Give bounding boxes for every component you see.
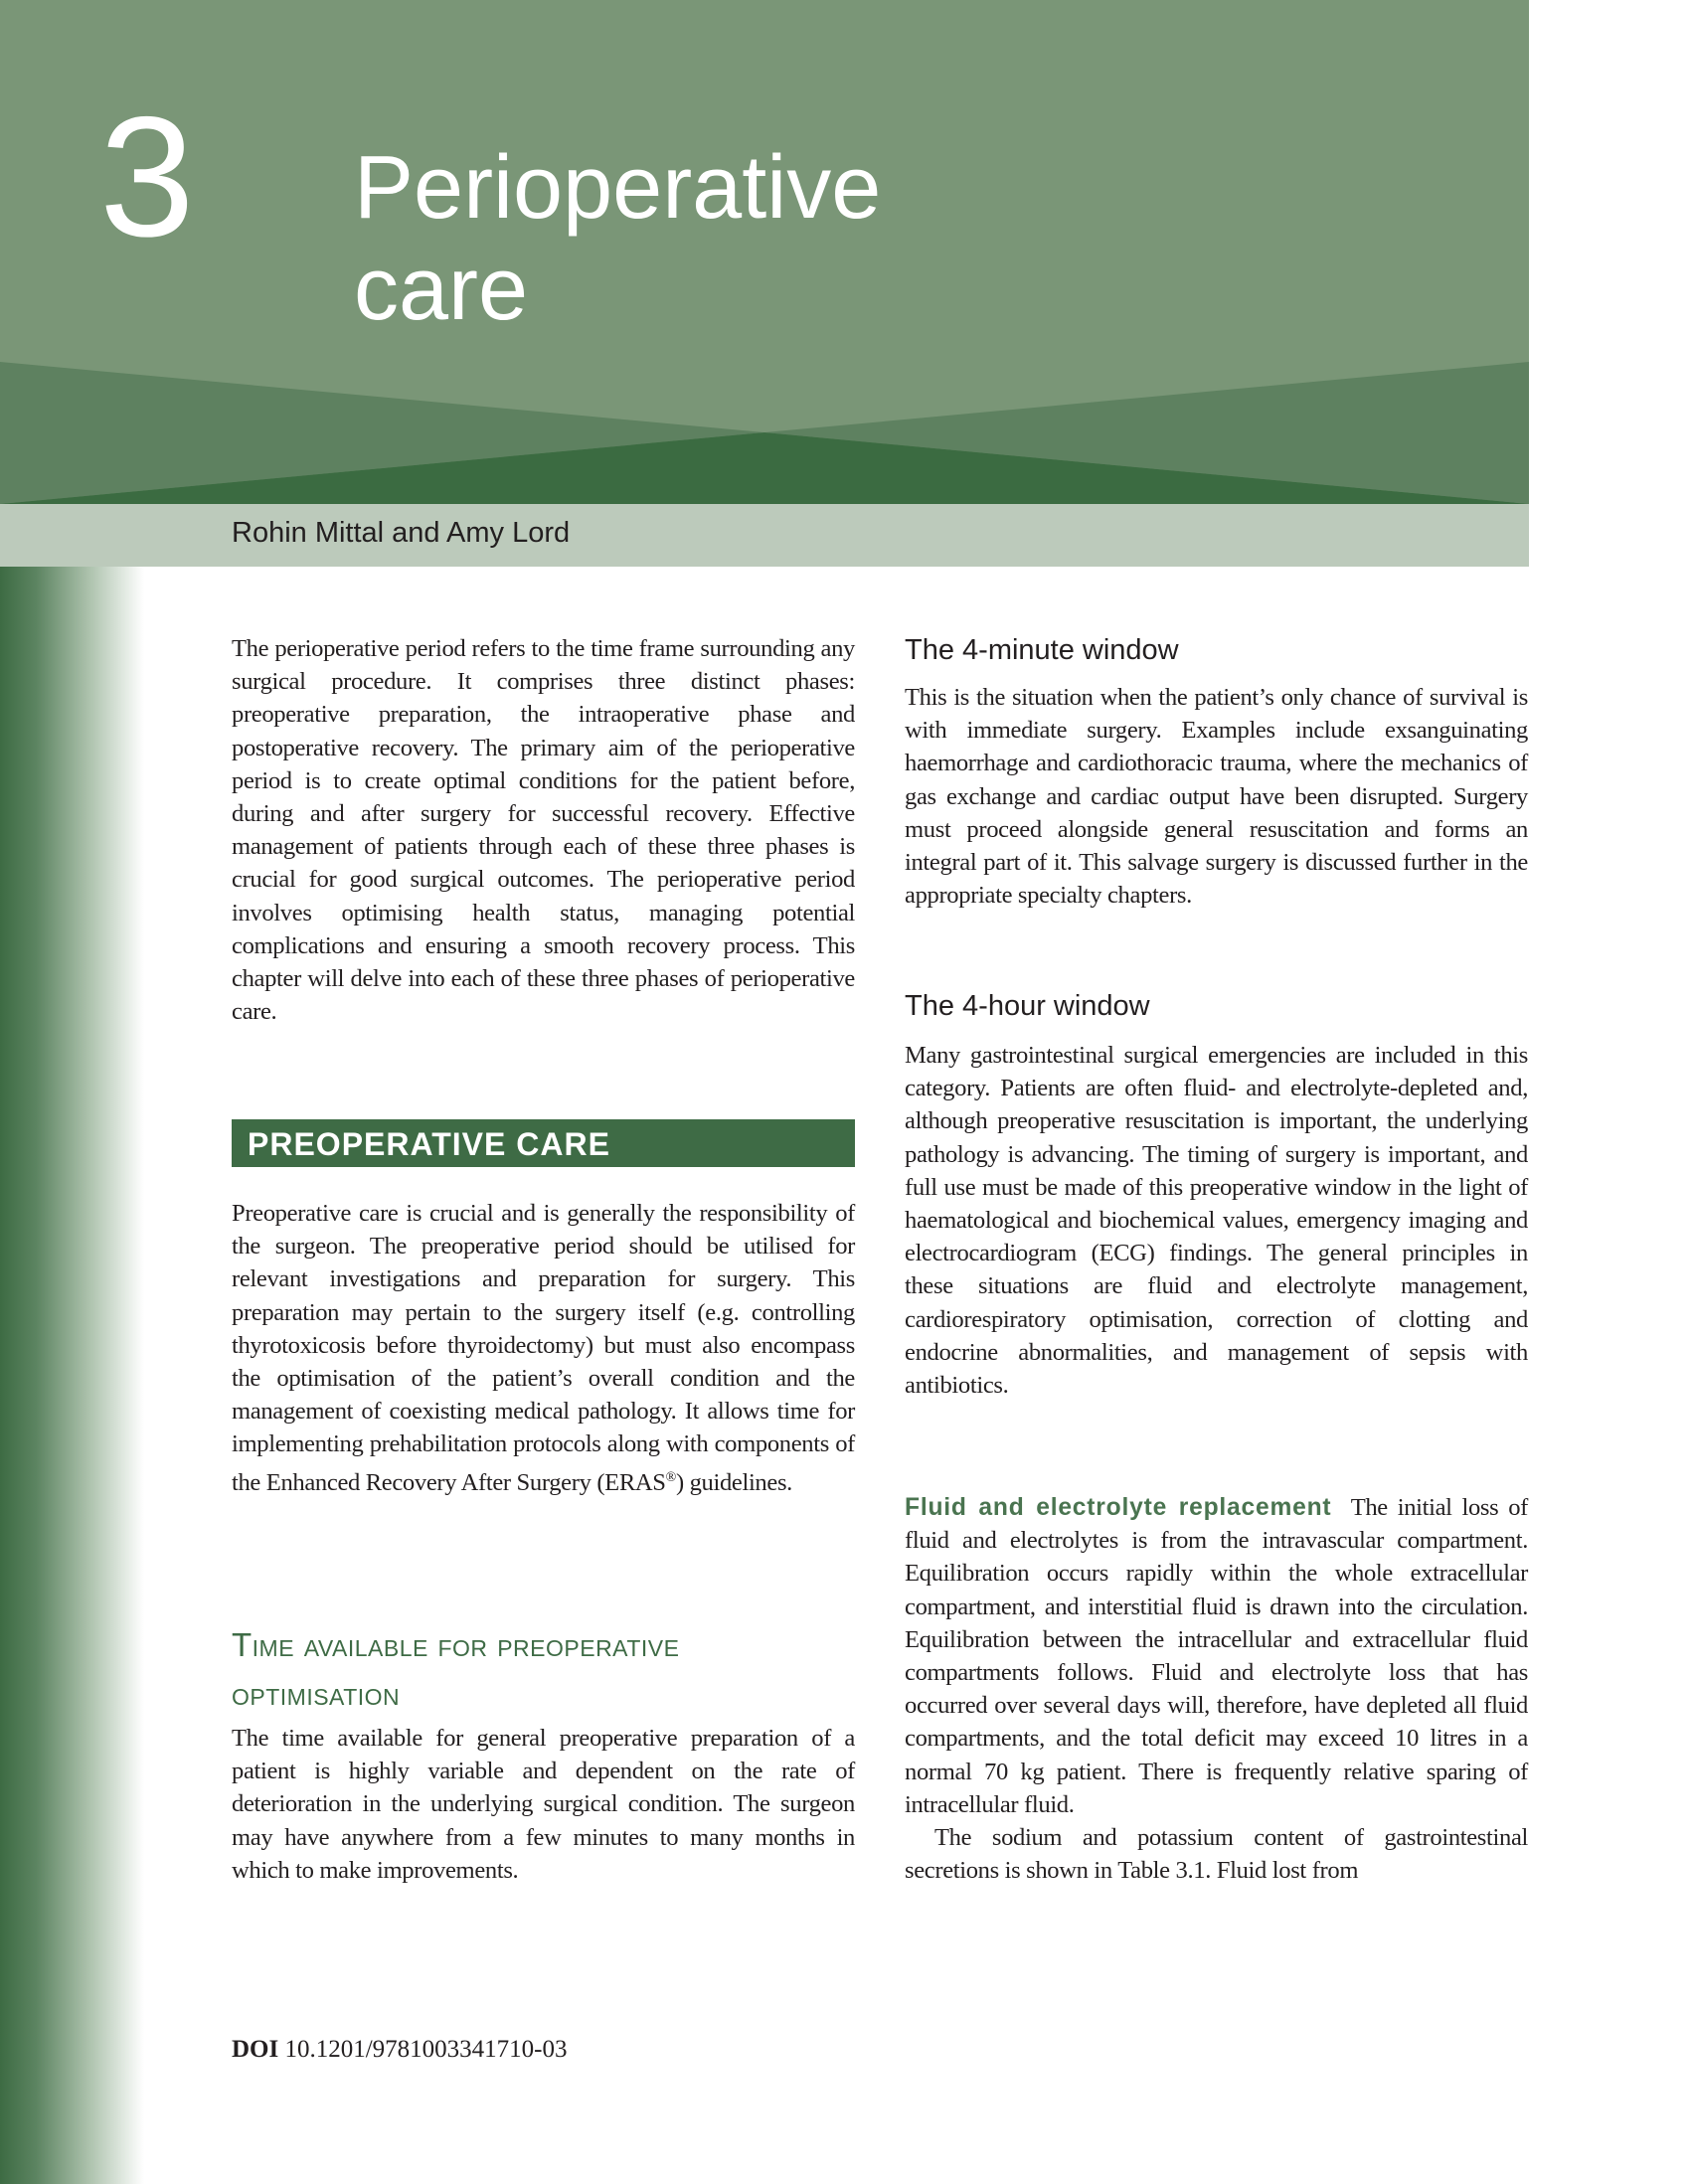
right-column-4hour — [905, 990, 1528, 1402]
paragraph-sodium: The sodium and potassium content of gastrointestinal secretions is shown in Table 3.1. Fluid lost from — [905, 1824, 1528, 1885]
left-column-preop — [232, 1197, 855, 1499]
side-gradient-bar — [0, 567, 144, 2184]
paragraph-4-hour: Many gastrointestinal surgical emergencies are included in this category. Patients are often fluid- and electrolyte-depleted and, although preoperative resuscitation is important, the underlying pathology is advancing. The timing of surgery is important, and full use must be made of this preoperative window in the light of haematological and biochemical values, emergency imaging and electrocardiogram (ECG) findings. The general principles in these situations are fluid and electrolyte management, cardiorespiratory optimisation, correction of clotting and endocrine abnormalities, and management of sepsis with antibiotics. — [905, 1042, 1528, 1400]
right-column-4min — [905, 634, 1528, 912]
chapter-title: Perioperative care — [354, 138, 882, 339]
runin-heading-fluid: Fluid and electrolyte replacement — [905, 1494, 1332, 1521]
doi-footer — [232, 2036, 568, 2064]
intro-paragraph: The perioperative period refers to the time frame surrounding any surgical procedure. It comprises three distinct phases: preoperative preparation, the intraoperative phase and postoperative recovery. The primary aim of the perioperative period is to create optimal conditions for the patient before, during and after surgery for successful recovery. Effective management of patients through each of these three phases is crucial for good surgical outcomes. The perioperative period involves optimising health status, managing potential complications and ensuring a smooth recovery process. This chapter will delve into each of these three phases of perioperative care. — [232, 635, 855, 1026]
fluid-text: The initial loss of fluid and electrolytes is from the intravascular compartment. Equilibration occurs rapidly within the whole extracellular compartment, and interstitial fluid is drawn into the circulation. Equilibration between the intracellular and extracellular fluid compartments follows. Fluid and electrolyte loss that has occurred over several days will, therefore, have depleted all fluid compartments, and the total deficit may exceed 10 litres in a normal 70 kg patient. There is frequently relative sparing of intracellular fluid. — [905, 1494, 1528, 1818]
doi-value[interactable]: 10.1201/9781003341710-03 — [284, 2036, 568, 2063]
preop-text-end: ) guidelines. — [675, 1468, 792, 1496]
section-heading-preoperative-care: PREOPERATIVE CARE — [232, 1119, 855, 1167]
left-column-intro — [232, 632, 855, 1028]
heading-4-minute-window: The 4-minute window — [905, 634, 1179, 666]
author-band — [0, 504, 1529, 567]
doi-label: DOI — [232, 2036, 279, 2063]
preop-paragraph — [232, 1197, 855, 1499]
right-column-fluid — [905, 1491, 1528, 1887]
preop-text: Preoperative care is crucial and is generally the responsibility of the surgeon. The preoperative period should be utilised for relevant investigations and preparation for surgery. This preparation may pertain to the surgery itself (e.g. controlling thyrotoxicosis before thyroidectomy) but must also encompass the optimisation of the patient’s overall condition and the management of coexisting medical pathology. It allows time for implementing prehabilitation protocols along with components of the Enhanced Recovery After Surgery (ERAS — [232, 1200, 855, 1496]
paragraph-4-minute: This is the situation when the patient’s only chance of survival is with immediate surgery. Examples include exsanguinating haemorrhage and cardiothoracic trauma, where the mechanics of gas exchange and cardiac output have been disrupted. Surgery must proceed alongside general resuscitation and forms an integral part of it. This salvage surgery is discussed further in the appropriate specialty chapters. — [905, 684, 1528, 910]
chapter-authors: Rohin Mittal and Amy Lord — [232, 517, 571, 549]
time-paragraph: The time available for general preoperative preparation of a patient is highly variable and dependent on the rate of deterioration in the underlying surgical condition. The surgeon may have anywhere from a few minutes to many months in which to make improvements. — [232, 1725, 855, 1884]
registered-mark: ® — [665, 1469, 676, 1485]
chapter-number: 3 — [99, 82, 195, 272]
paragraph-fluid — [905, 1491, 1528, 1821]
subsection-heading-time-available: Time available for preoperative optimisation — [232, 1626, 680, 1712]
heading-4-hour-window: The 4-hour window — [905, 990, 1150, 1022]
left-column-time — [232, 1620, 855, 1887]
